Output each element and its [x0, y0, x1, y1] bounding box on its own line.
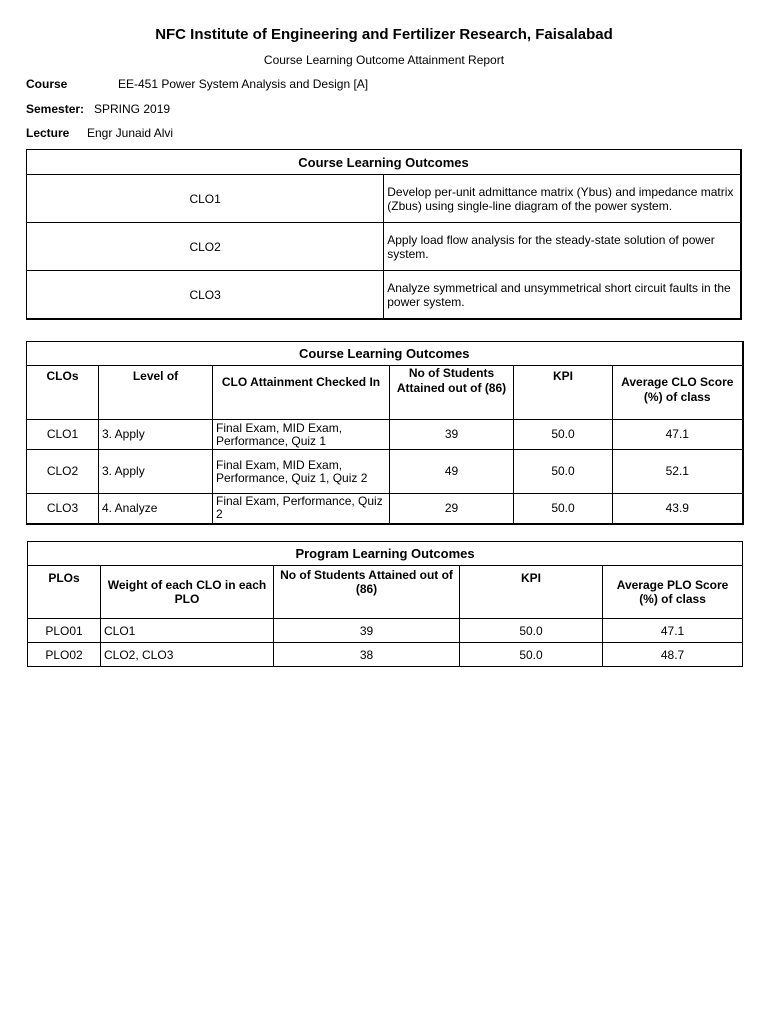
- cell-checked-in: Final Exam, MID Exam, Performance, Quiz 1, Quiz 2: [213, 450, 390, 494]
- semester-value: SPRING 2019: [94, 102, 171, 116]
- cell-average: 52.1: [613, 450, 743, 494]
- clo-id: CLO1: [27, 175, 384, 223]
- cell-clo: CLO1: [27, 420, 99, 450]
- lecture-label: Lecture: [26, 126, 70, 140]
- cell-clo: CLO2: [27, 450, 99, 494]
- header-kpi: KPI: [514, 366, 613, 420]
- header-average: Average CLO Score (%) of class: [613, 366, 743, 420]
- cell-students: 39: [390, 420, 514, 450]
- clo-text: Apply load flow analysis for the steady-state solution of power system.: [384, 223, 741, 271]
- cell-checked-in: Final Exam, MID Exam, Performance, Quiz 1: [213, 420, 390, 450]
- cell-kpi: 50.0: [514, 494, 613, 524]
- clo-attainment-table: [26, 341, 744, 525]
- cell-level: 3. Apply: [99, 450, 213, 494]
- cell-average: 43.9: [613, 494, 743, 524]
- cell-kpi: 50.0: [460, 619, 603, 643]
- cell-students: 29: [390, 494, 514, 524]
- clo-id: CLO2: [27, 223, 384, 271]
- cell-students: 39: [274, 619, 460, 643]
- cell-students: 38: [274, 643, 460, 667]
- cell-kpi: 50.0: [514, 420, 613, 450]
- header-students: No of Students Attained out of (86): [390, 366, 514, 420]
- cell-clos: CLO2, CLO3: [101, 643, 274, 667]
- clo-table-caption: Course Learning Outcomes: [27, 150, 742, 175]
- header-plos: PLOs: [28, 566, 101, 619]
- cell-students: 49: [390, 450, 514, 494]
- header-kpi: KPI: [460, 566, 603, 619]
- clo-id: CLO3: [27, 271, 384, 320]
- clo-text: Develop per-unit admittance matrix (Ybus) and impedance matrix (Zbus) using single-line diagram of the power system.: [384, 175, 741, 223]
- institute-title: NFC Institute of Engineering and Fertilizer Research, Faisalabad: [155, 26, 613, 43]
- header-weight: Weight of each CLO in each PLO: [101, 566, 274, 619]
- cell-average: 48.7: [603, 643, 743, 667]
- cell-clos: CLO1: [101, 619, 274, 643]
- cell-level: 3. Apply: [99, 420, 213, 450]
- cell-kpi: 50.0: [460, 643, 603, 667]
- cell-checked-in: Final Exam, Performance, Quiz 2: [213, 494, 390, 524]
- header-level: Level of: [99, 366, 213, 420]
- cell-average: 47.1: [603, 619, 743, 643]
- header-students: No of Students Attained out of (86): [274, 566, 460, 619]
- lecture-value: Engr Junaid Alvi: [87, 126, 174, 140]
- plo-table: [27, 541, 743, 667]
- cell-clo: CLO3: [27, 494, 99, 524]
- semester-label: Semester:: [26, 102, 85, 116]
- cell-kpi: 50.0: [514, 450, 613, 494]
- clo-description-table: [26, 149, 742, 320]
- course-label: Course: [26, 77, 68, 91]
- header-checked-in: CLO Attainment Checked In: [213, 366, 390, 420]
- plo-table-caption: Program Learning Outcomes: [28, 542, 743, 566]
- cell-average: 47.1: [613, 420, 743, 450]
- clo-attainment-caption: Course Learning Outcomes: [27, 342, 743, 366]
- course-value: EE-451 Power System Analysis and Design [A]: [118, 77, 369, 91]
- cell-plo: PLO01: [28, 619, 101, 643]
- header-average: Average PLO Score (%) of class: [603, 566, 743, 619]
- clo-text: Analyze symmetrical and unsymmetrical short circuit faults in the power system.: [384, 271, 741, 320]
- cell-level: 4. Analyze: [99, 494, 213, 524]
- cell-plo: PLO02: [28, 643, 101, 667]
- report-title: Course Learning Outcome Attainment Report: [263, 53, 505, 67]
- header-clos: CLOs: [27, 366, 99, 420]
